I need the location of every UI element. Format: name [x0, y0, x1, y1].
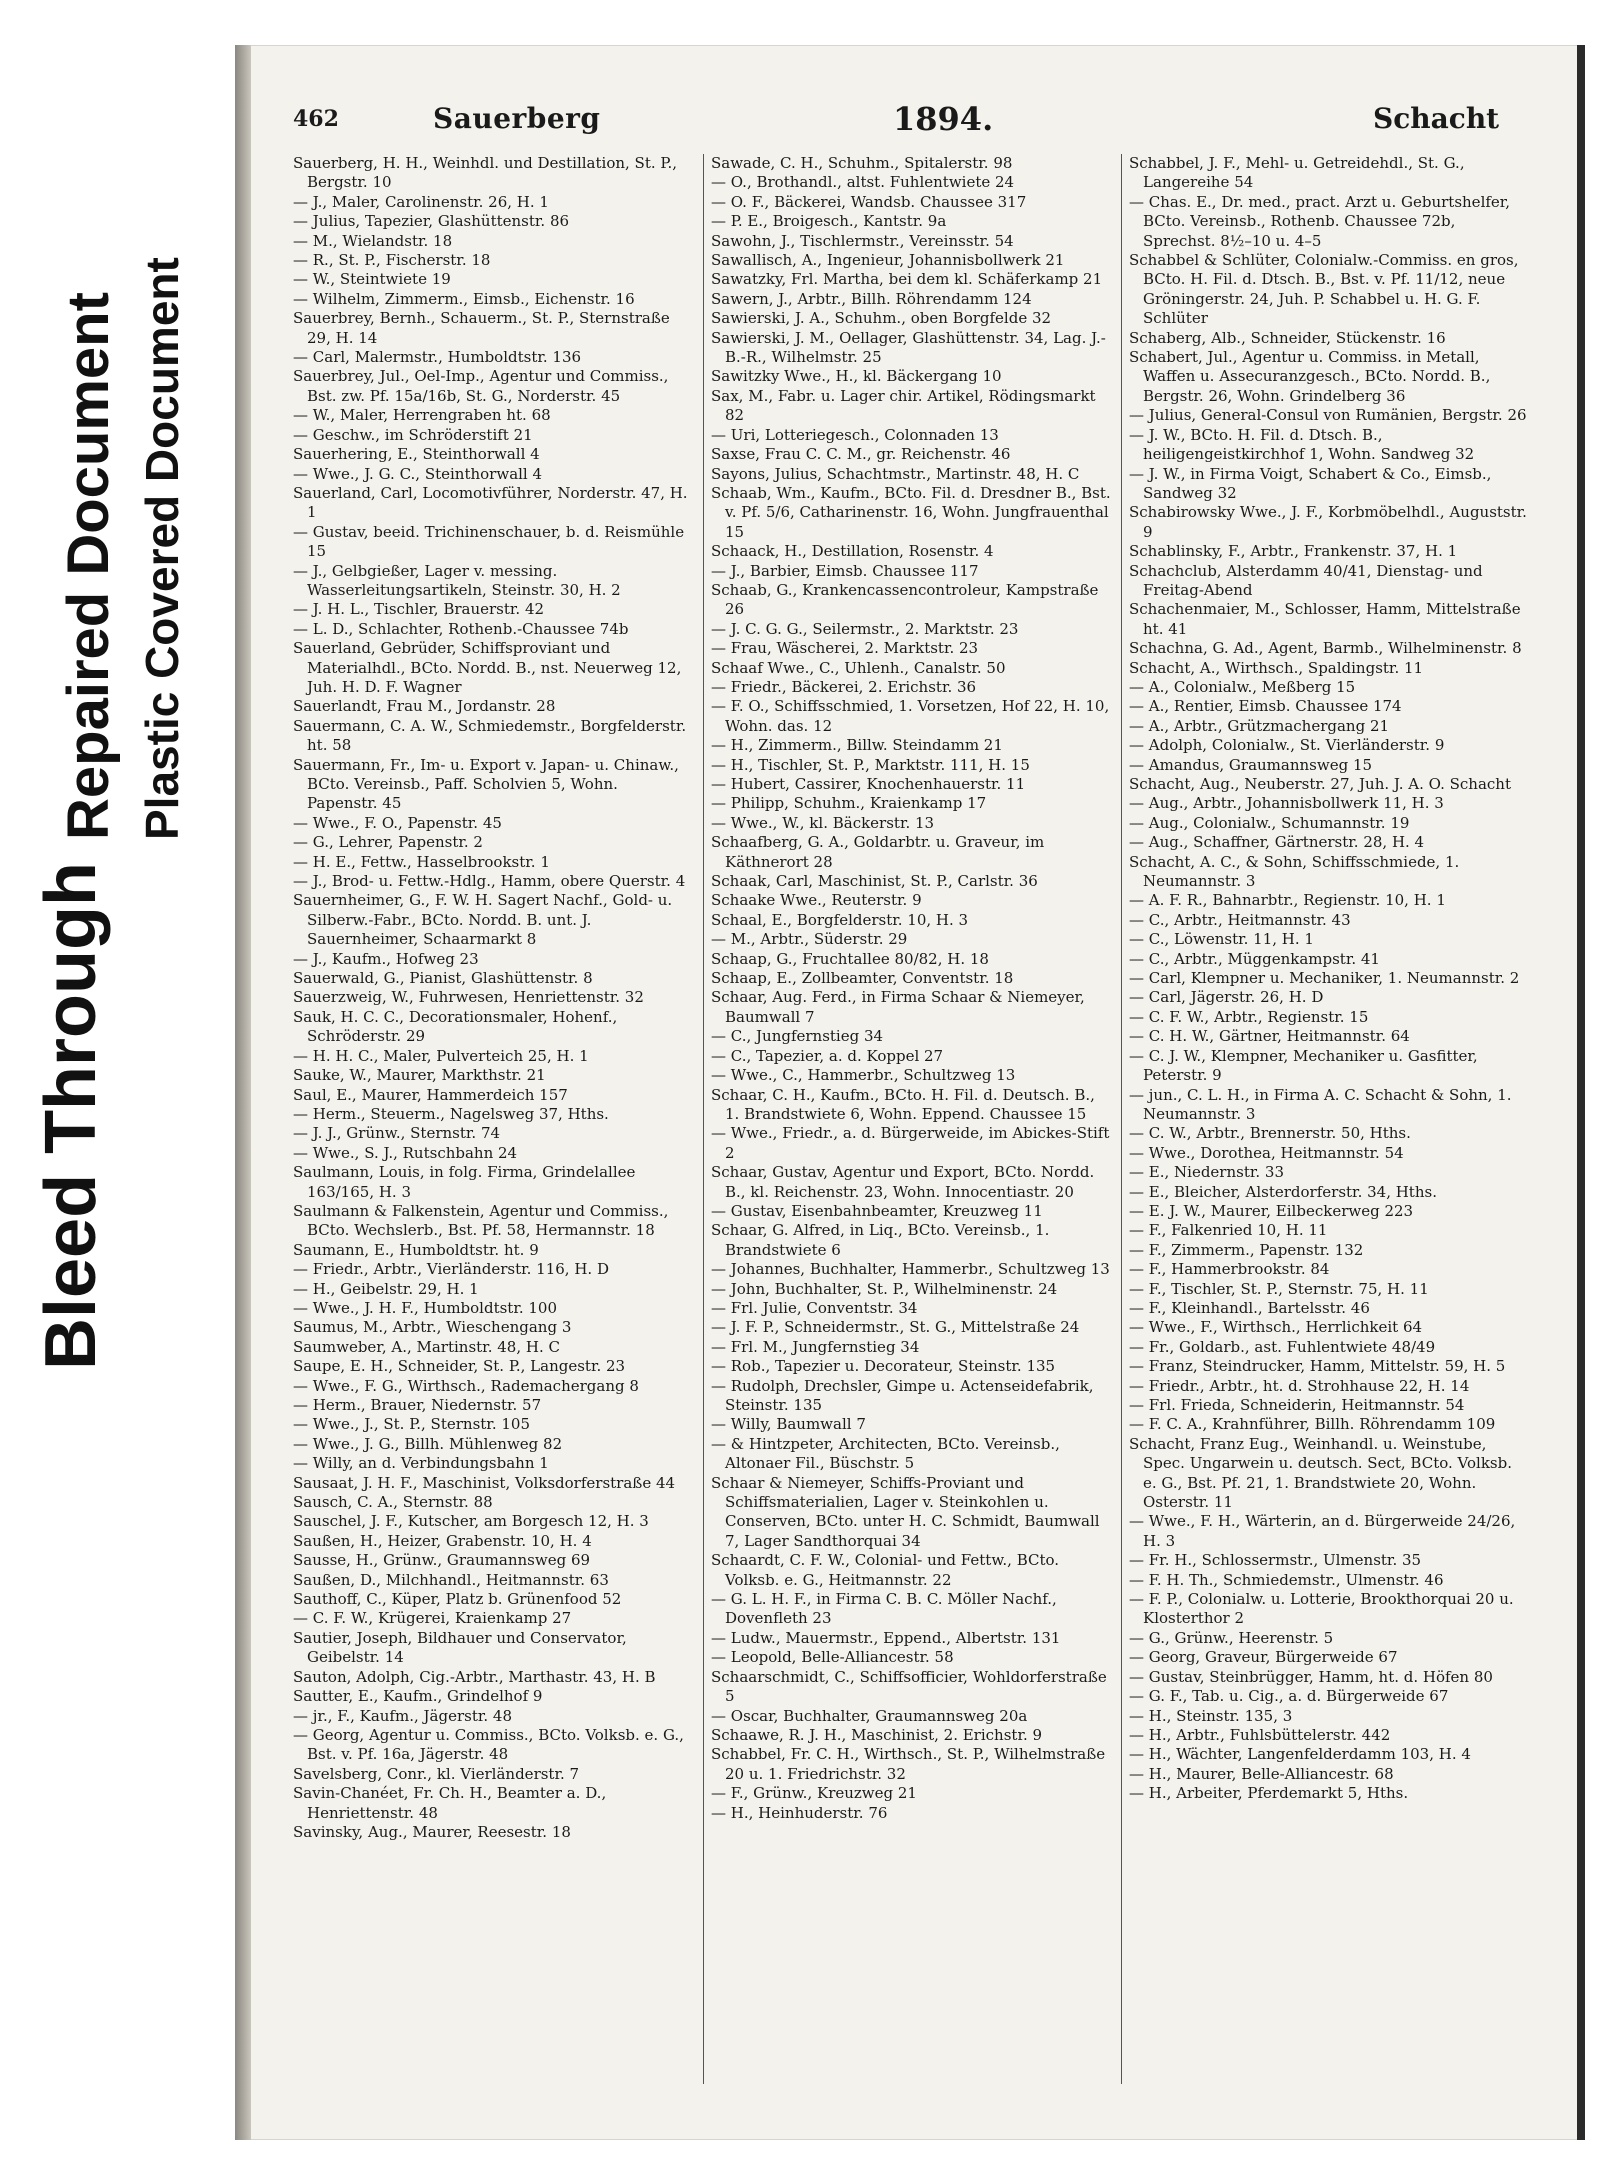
right-keyword: Schacht — [1373, 102, 1500, 135]
directory-entry: — Philipp, Schuhm., Kraienkamp 17 — [711, 794, 987, 813]
plastic-covered-label: Plastic Covered Document — [136, 257, 188, 840]
directory-entry: Sausse, H., Grünw., Graumannsweg 69 — [293, 1551, 591, 1570]
directory-entry: — A., Colonialw., Meßberg 15 — [1129, 677, 1356, 696]
directory-entry: Sawitzky Wwe., H., kl. Bäckergang 10 — [711, 367, 1002, 386]
directory-entry: — H., Geibelstr. 29, H. 1 — [293, 1279, 479, 1298]
directory-entry: Sawierski, J. M., Oellager, Glashüttenstr. 34, Lag. J.-B.-R., Wilhelmstr. 25 — [711, 328, 1106, 367]
directory-entry: — Fr., Goldarb., ast. Fuhlentwiete 48/49 — [1129, 1337, 1436, 1356]
directory-entry: — Carl, Jägerstr. 26, H. D — [1129, 988, 1324, 1007]
directory-entry: — J. H. L., Tischler, Brauerstr. 42 — [293, 600, 545, 619]
directory-entry: — & Hintzpeter, Architecten, BCto. Vereinsb., Altonaer Fil., Büschstr. 5 — [711, 1434, 1060, 1473]
directory-entry: Saußen, D., Milchhandl., Heitmannstr. 63 — [293, 1570, 609, 1589]
directory-entry: Schabbel & Schlüter, Colonialw.-Commiss. en gros, BCto. H. Fil. d. Dtsch. B., Bst. v. Pf. 11/12, neue Gröningerstr. 24, Juh. P. Schabbel u. H. G. F. Schlüter — [1129, 251, 1519, 328]
directory-entry: Saumann, E., Humboldtstr. ht. 9 — [293, 1240, 539, 1259]
page-header — [293, 100, 1528, 152]
directory-entry: — J., Barbier, Eimsb. Chaussee 117 — [711, 561, 979, 580]
directory-entry: — Carl, Klempner u. Mechaniker, 1. Neumannstr. 2 — [1129, 969, 1520, 988]
directory-entry: Schaake Wwe., Reuterstr. 9 — [711, 891, 922, 910]
directory-entry: — Willy, an d. Verbindungsbahn 1 — [293, 1454, 549, 1473]
directory-entry: — Friedr., Arbtr., Vierländerstr. 116, H. D — [293, 1260, 609, 1279]
directory-entry: Saumweber, A., Martinstr. 48, H. C — [293, 1337, 560, 1356]
scan-edge-left — [235, 45, 251, 2140]
directory-entry: — Wwe., F. G., Wirthsch., Rademachergang 8 — [293, 1376, 639, 1395]
directory-entry: — H., Arbeiter, Pferdemarkt 5, Hths. — [1129, 1784, 1409, 1803]
directory-entry: Sautter, E., Kaufm., Grindelhof 9 — [293, 1687, 543, 1706]
directory-entry: — Julius, Tapezier, Glashüttenstr. 86 — [293, 212, 570, 231]
directory-entry: Savin-Chanéet, Fr. Ch. H., Beamter a. D., Henriettenstr. 48 — [293, 1784, 607, 1822]
directory-entry: — G., Lehrer, Papenstr. 2 — [293, 833, 483, 852]
directory-entry: Schaafberg, G. A., Goldarbtr. u. Graveur, im Käthnerort 28 — [711, 833, 1045, 871]
directory-entry: — Rudolph, Drechsler, Gimpe u. Actenseidefabrik, Steinstr. 135 — [711, 1376, 1094, 1414]
directory-entry: — Wwe., J. G. C., Steinthorwall 4 — [293, 464, 543, 483]
directory-entry: — P. E., Broigesch., Kantstr. 9a — [711, 212, 947, 231]
directory-entry: Sauke, W., Maurer, Markthstr. 21 — [293, 1066, 546, 1085]
directory-entry: Schachenmaier, M., Schlosser, Hamm, Mittelstraße ht. 41 — [1129, 600, 1521, 638]
directory-entry: Sausch, C. A., Sternstr. 88 — [293, 1493, 493, 1512]
directory-entry: — F. C. A., Krahnführer, Billh. Röhrendamm 109 — [1129, 1415, 1496, 1434]
directory-entry: Schabirowsky Wwe., J. F., Korbmöbelhdl., Auguststr. 9 — [1129, 503, 1527, 541]
directory-entry: Schacht, A., Wirthsch., Spaldingstr. 11 — [1129, 658, 1424, 677]
directory-entry: — Gustav, Steinbrügger, Hamm, ht. d. Höfen 80 — [1129, 1667, 1493, 1686]
directory-entry: — G., Grünw., Heerenstr. 5 — [1129, 1628, 1334, 1647]
directory-entry: — E., Bleicher, Alsterdorferstr. 34, Hths. — [1129, 1182, 1437, 1201]
column-2 — [711, 154, 1111, 2084]
directory-entry: — Willy, Baumwall 7 — [711, 1415, 866, 1434]
directory-entry: — J., Brod- u. Fettw.-Hdlg., Hamm, obere Querstr. 4 — [293, 872, 686, 891]
directory-entry: Saxse, Frau C. C. M., gr. Reichenstr. 46 — [711, 445, 1011, 464]
directory-entry: — Wwe., F. H., Wärterin, an d. Bürgerweide 24/26, H. 3 — [1129, 1512, 1516, 1550]
directory-entry: Savelsberg, Conr., kl. Vierländerstr. 7 — [293, 1764, 580, 1783]
directory-entry: Saupe, E. H., Schneider, St. P., Langestr. 23 — [293, 1357, 626, 1376]
directory-entry: — F., Hammerbrookstr. 84 — [1129, 1260, 1330, 1279]
directory-entry: Saumus, M., Arbtr., Wieschengang 3 — [293, 1318, 572, 1337]
directory-entry: — Wwe., C., Hammerbr., Schultzweg 13 — [711, 1066, 1016, 1085]
directory-entry: Sawatzky, Frl. Martha, bei dem kl. Schäferkamp 21 — [711, 270, 1103, 289]
column-divider — [1121, 154, 1122, 2084]
directory-entry: Schaberg, Alb., Schneider, Stückenstr. 16 — [1129, 328, 1446, 347]
directory-entry: Schaack, H., Destillation, Rosenstr. 4 — [711, 542, 994, 561]
scanned-page — [235, 45, 1585, 2140]
bleed-through-label: Bleed Through — [31, 862, 111, 1370]
directory-entry: — Frau, Wäscherei, 2. Marktstr. 23 — [711, 639, 979, 658]
directory-entry: Sax, M., Fabr. u. Lager chir. Artikel, Rödingsmarkt 82 — [711, 386, 1096, 425]
directory-entry: — F. O., Schiffsschmied, 1. Vorsetzen, Hof 22, H. 10, Wohn. das. 12 — [711, 697, 1110, 735]
directory-entry: — J. W., in Firma Voigt, Schabert & Co., Eimsb., Sandweg 32 — [1129, 464, 1492, 502]
directory-entry: Sawierski, J. A., Schuhm., oben Borgfelde 32 — [711, 309, 1052, 328]
directory-entry: — Wwe., Dorothea, Heitmannstr. 54 — [1129, 1143, 1404, 1162]
scan-edge-right — [1577, 45, 1585, 2140]
directory-entry: — Wwe., J., St. P., Sternstr. 105 — [293, 1415, 530, 1434]
directory-entry: — F., Falkenried 10, H. 11 — [1129, 1221, 1328, 1240]
directory-entry: — J., Maler, Carolinenstr. 26, H. 1 — [293, 192, 549, 211]
year-heading: 1894. — [893, 100, 994, 138]
directory-entry: Schaak, Carl, Maschinist, St. P., Carlstr. 36 — [711, 872, 1038, 891]
directory-entry: Schachclub, Alsterdamm 40/41, Dienstag- und Freitag-Abend — [1129, 561, 1483, 599]
directory-entry: Sauermann, Fr., Im- u. Export v. Japan- u. Chinaw., BCto. Vereinsb., Paff. Scholvien 5, Wohn. Papenstr. 45 — [293, 755, 679, 813]
directory-entry: — O., Brothandl., altst. Fuhlentwiete 24 — [711, 173, 1015, 192]
directory-entry: Sauerzweig, W., Fuhrwesen, Henriettenstr. 32 — [293, 988, 644, 1007]
directory-entry: Schablinsky, F., Arbtr., Frankenstr. 37, H. 1 — [1129, 542, 1458, 561]
column-divider — [703, 154, 704, 2084]
directory-entry: — C., Tapezier, a. d. Koppel 27 — [711, 1046, 944, 1065]
directory-entry: — Uri, Lotteriegesch., Colonnaden 13 — [711, 425, 999, 444]
directory-entry: — John, Buchhalter, St. P., Wilhelminenstr. 24 — [711, 1279, 1058, 1298]
directory-entry: — Frl. Frieda, Schneiderin, Heitmannstr. 54 — [1129, 1396, 1465, 1414]
directory-entry: Schaawe, R. J. H., Maschinist, 2. Erichstr. 9 — [711, 1725, 1043, 1744]
directory-entry: — C., Arbtr., Müggenkampstr. 41 — [1129, 949, 1380, 968]
directory-entry: Sawern, J., Arbtr., Billh. Röhrendamm 124 — [711, 289, 1032, 308]
directory-entry: Sautier, Joseph, Bildhauer und Conservator, Geibelstr. 14 — [293, 1628, 627, 1667]
directory-entry: Schabert, Jul., Agentur u. Commiss. in Metall, Waffen u. Assecuranzgesch., BCto. Nordd. B., Bergstr. 26, Wohn. Grindelberg 36 — [1129, 348, 1491, 405]
directory-entry: Sauton, Adolph, Cig.-Arbtr., Marthastr. 43, H. B — [293, 1667, 656, 1686]
directory-entry: — Amandus, Graumannsweg 15 — [1129, 755, 1373, 774]
directory-entry: — L. D., Schlachter, Rothenb.-Chaussee 74b — [293, 619, 629, 638]
directory-entry: — W., Steintwiete 19 — [293, 270, 451, 289]
directory-entry: — Wilhelm, Zimmerm., Eimsb., Eichenstr. 16 — [293, 289, 635, 308]
directory-entry: Sauerland, Carl, Locomotivführer, Norderstr. 47, H. 1 — [293, 483, 688, 522]
directory-entry: Schaar, Gustav, Agentur und Export, BCto. Nordd. B., kl. Reichenstr. 23, Wohn. Innocentiastr. 20 — [711, 1163, 1095, 1201]
column-3 — [1129, 154, 1529, 2084]
directory-entry: — F., Kleinhandl., Bartelsstr. 46 — [1129, 1298, 1370, 1317]
directory-entry: — H., Wächter, Langenfelderdamm 103, H. 4 — [1129, 1745, 1471, 1764]
directory-entry: Schaap, E., Zollbeamter, Conventstr. 18 — [711, 969, 1014, 988]
directory-entry: — Wwe., F. O., Papenstr. 45 — [293, 813, 502, 832]
directory-entry: — C., Jungfernstieg 34 — [711, 1027, 884, 1046]
side-labels — [0, 0, 235, 2177]
directory-entry: Sauerwald, G., Pianist, Glashüttenstr. 8 — [293, 969, 593, 988]
directory-entry: — Wwe., J. G., Billh. Mühlenweg 82 — [293, 1434, 563, 1453]
directory-entry: — A., Arbtr., Grützmachergang 21 — [1129, 716, 1390, 735]
directory-entry: — E., Niedernstr. 33 — [1129, 1163, 1285, 1182]
directory-entry: — Carl, Malermstr., Humboldtstr. 136 — [293, 348, 582, 367]
directory-entry: Sauerlandt, Frau M., Jordanstr. 28 — [293, 697, 556, 716]
directory-entry: — A., Rentier, Eimsb. Chaussee 174 — [1129, 697, 1402, 716]
directory-entry: — J. C. G. G., Seilermstr., 2. Marktstr. 23 — [711, 619, 1019, 638]
directory-entry: — jun., C. L. H., in Firma A. C. Schacht & Sohn, 1. Neumannstr. 3 — [1129, 1085, 1512, 1123]
directory-entry: — Wwe., F., Wirthsch., Herrlichkeit 64 — [1129, 1318, 1423, 1337]
directory-entry: Sauermann, C. A. W., Schmiedemstr., Borgfelderstr. ht. 58 — [293, 716, 687, 755]
directory-entry: Sauernheimer, G., F. W. H. Sagert Nachf., Gold- u. Silberw.-Fabr., BCto. Nordd. B. unt. J. Sauernheimer, Schaarmarkt 8 — [293, 891, 673, 949]
directory-entry: Schaar, G. Alfred, in Liq., BCto. Vereinsb., 1. Brandstwiete 6 — [711, 1221, 1050, 1259]
directory-entry: — M., Wielandstr. 18 — [293, 231, 453, 250]
directory-entry: — Aug., Colonialw., Schumannstr. 19 — [1129, 813, 1410, 832]
directory-entry: Schacht, Aug., Neuberstr. 27, Juh. J. A. O. Schacht — [1129, 775, 1511, 793]
directory-entry: Schaardt, C. F. W., Colonial- und Fettw., BCto. Volksb. e. G., Heitmannstr. 22 — [711, 1551, 1060, 1589]
directory-entry: Sauk, H. C. C., Decorationsmaler, Hohenf., Schröderstr. 29 — [293, 1007, 618, 1046]
directory-entry: Sawallisch, A., Ingenieur, Johannisbollwerk 21 — [711, 251, 1065, 270]
directory-entry: Schaar & Niemeyer, Schiffs-Proviant und Schiffsmaterialien, Lager v. Steinkohlen u. Conserven, BCto. unter H. C. Schmidt, Baumwall 7, Lager Sandthorquai 34 — [711, 1473, 1100, 1550]
directory-entry: — M., Arbtr., Süderstr. 29 — [711, 930, 908, 949]
directory-entry: Saulmann & Falkenstein, Agentur und Commiss., BCto. Wechslerb., Bst. Pf. 58, Hermannstr. 18 — [293, 1201, 669, 1240]
directory-entry: — Fr. H., Schlossermstr., Ulmenstr. 35 — [1129, 1551, 1422, 1570]
directory-entry: — G. F., Tab. u. Cig., a. d. Bürgerweide 67 — [1129, 1687, 1449, 1706]
directory-entry: — C. F. W., Arbtr., Regienstr. 15 — [1129, 1007, 1369, 1026]
directory-entry: — F. H. Th., Schmiedemstr., Ulmenstr. 46 — [1129, 1570, 1444, 1589]
directory-entry: — Friedr., Bäckerei, 2. Erichstr. 36 — [711, 677, 977, 696]
directory-entry: — E. J. W., Maurer, Eilbeckerweg 223 — [1129, 1201, 1414, 1220]
directory-entry: — Julius, General-Consul von Rumänien, Bergstr. 26 — [1129, 406, 1527, 425]
directory-entry: — Leopold, Belle-Alliancestr. 58 — [711, 1648, 954, 1667]
directory-entry: — H. H. C., Maler, Pulverteich 25, H. 1 — [293, 1046, 589, 1065]
directory-entry: Sauschel, J. F., Kutscher, am Borgesch 12, H. 3 — [293, 1512, 649, 1531]
directory-entry: Saulmann, Louis, in folg. Firma, Grindelallee 163/165, H. 3 — [293, 1163, 636, 1201]
directory-entry: Sausaat, J. H. F., Maschinist, Volksdorferstraße 44 — [293, 1473, 676, 1492]
directory-entry: — C. J. W., Klempner, Mechaniker u. Gasfitter, Peterstr. 9 — [1129, 1046, 1478, 1085]
directory-entry: — J. J., Grünw., Sternstr. 74 — [293, 1124, 501, 1143]
directory-entry: — W., Maler, Herrengraben ht. 68 — [293, 406, 551, 425]
directory-entry: — H., Steinstr. 135, 3 — [1129, 1706, 1293, 1725]
directory-entry: — H., Arbtr., Fuhlsbüttelerstr. 442 — [1129, 1725, 1391, 1744]
directory-entry: — J., Kaufm., Hofweg 23 — [293, 949, 479, 968]
directory-entry: — Johannes, Buchhalter, Hammerbr., Schultzweg 13 — [711, 1260, 1110, 1279]
directory-entry: Schabbel, J. F., Mehl- u. Getreidehdl., St. G., Langereihe 54 — [1129, 154, 1465, 192]
page-number: 462 — [293, 106, 339, 132]
directory-entry: — Chas. E., Dr. med., pract. Arzt u. Geburtshelfer, BCto. Vereinsb., Rothenb. Chaussee 72b, Sprechst. 8½–10 u. 4–5 — [1129, 192, 1511, 250]
directory-entry: — C., Löwenstr. 11, H. 1 — [1129, 930, 1314, 949]
directory-entry: Schachna, G. Ad., Agent, Barmb., Wilhelminenstr. 8 — [1129, 639, 1522, 658]
directory-entry: Schabbel, Fr. C. H., Wirthsch., St. P., Wilhelmstraße 20 u. 1. Friedrichstr. 32 — [711, 1745, 1106, 1783]
directory-entry: — jr., F., Kaufm., Jägerstr. 48 — [293, 1706, 512, 1725]
directory-entry: Sauerbrey, Bernh., Schauerm., St. P., Sternstraße 29, H. 14 — [293, 309, 670, 347]
directory-entry: — Rob., Tapezier u. Decorateur, Steinstr. 135 — [711, 1357, 1056, 1376]
directory-entry: Schacht, A. C., & Sohn, Schiffsschmiede, 1. Neumannstr. 3 — [1129, 852, 1460, 891]
directory-entry: — F. P., Colonialw. u. Lotterie, Brookthorquai 20 u. Klosterthor 2 — [1129, 1590, 1514, 1628]
directory-entry: — Frl. M., Jungfernstieg 34 — [711, 1337, 920, 1356]
directory-entry: — Wwe., Friedr., a. d. Bürgerweide, im Abickes-Stift 2 — [711, 1124, 1110, 1162]
directory-entry: Sauerhering, E., Steinthorwall 4 — [293, 445, 540, 464]
directory-entry: Schaar, Aug. Ferd., in Firma Schaar & Niemeyer, Baumwall 7 — [711, 988, 1085, 1026]
directory-entry: — R., St. P., Fischerstr. 18 — [293, 251, 491, 270]
directory-entry: — G. L. H. F., in Firma C. B. C. Möller Nachf., Dovenfleth 23 — [711, 1590, 1057, 1628]
directory-entry: — C., Arbtr., Heitmannstr. 43 — [1129, 910, 1351, 929]
directory-entry: — Geschw., im Schröderstift 21 — [293, 425, 533, 444]
directory-entry: Saußen, H., Heizer, Grabenstr. 10, H. 4 — [293, 1531, 592, 1550]
directory-entry: — F., Zimmerm., Papenstr. 132 — [1129, 1240, 1364, 1259]
directory-entry: — H., Zimmerm., Billw. Steindamm 21 — [711, 736, 1003, 755]
directory-entry: — H., Maurer, Belle-Alliancestr. 68 — [1129, 1764, 1394, 1783]
directory-entry: Schaarschmidt, C., Schiffsofficier, Wohldorferstraße 5 — [711, 1667, 1107, 1706]
directory-entry: — O. F., Bäckerei, Wandsb. Chaussee 317 — [711, 192, 1027, 211]
directory-entry: Schaab, Wm., Kaufm., BCto. Fil. d. Dresdner B., Bst. v. Pf. 5/6, Catharinenstr. 16, Wohn. Jungfrauenthal 15 — [711, 483, 1111, 541]
directory-entry: Schaal, E., Borgfelderstr. 10, H. 3 — [711, 910, 969, 929]
directory-entry: Sauthoff, C., Küper, Platz b. Grünenfood 52 — [293, 1590, 622, 1609]
directory-entry: — C. H. W., Gärtner, Heitmannstr. 64 — [1129, 1027, 1410, 1046]
directory-entry: — Wwe., J. H. F., Humboldtstr. 100 — [293, 1298, 558, 1317]
directory-entry: Sauerland, Gebrüder, Schiffsproviant und Materialhdl., BCto. Nordd. B., nst. Neuerweg 12, Juh. H. D. F. Wagner — [293, 639, 682, 696]
directory-entry: — Hubert, Cassirer, Knochenhauerstr. 11 — [711, 775, 1026, 793]
directory-entry: — Friedr., Arbtr., ht. d. Strohhause 22, H. 14 — [1129, 1376, 1470, 1395]
directory-entry: — Adolph, Colonialw., St. Vierländerstr. 9 — [1129, 736, 1445, 755]
directory-entry: Sauerbrey, Jul., Oel-Imp., Agentur und Commiss., Bst. zw. Pf. 15a/16b, St. G., Norderstr. 45 — [293, 367, 669, 405]
directory-entry: Saul, E., Maurer, Hammerdeich 157 — [293, 1085, 568, 1104]
directory-entry: — J. F. P., Schneidermstr., St. G., Mittelstraße 24 — [711, 1318, 1080, 1337]
directory-entry: — Frl. Julie, Conventstr. 34 — [711, 1298, 918, 1317]
directory-entry: — H., Tischler, St. P., Marktstr. 111, H. 15 — [711, 755, 1030, 774]
directory-entry: — Georg, Graveur, Bürgerweide 67 — [1129, 1648, 1398, 1667]
directory-entry: Savinsky, Aug., Maurer, Reesestr. 18 — [293, 1822, 571, 1841]
directory-entry: — Wwe., S. J., Rutschbahn 24 — [293, 1143, 518, 1162]
directory-entry: — C. W., Arbtr., Brennerstr. 50, Hths. — [1129, 1124, 1411, 1143]
directory-entry: — Wwe., W., kl. Bäckerstr. 13 — [711, 813, 935, 832]
directory-entry: Sawade, C. H., Schuhm., Spitalerstr. 98 — [711, 154, 1013, 172]
directory-entry: — H., Heinhuderstr. 76 — [711, 1803, 888, 1822]
column-1 — [293, 154, 693, 2084]
directory-entry: Sauerberg, H. H., Weinhdl. und Destillation, St. P., Bergstr. 10 — [293, 154, 677, 192]
directory-page — [293, 100, 1528, 2090]
directory-entry: — Oscar, Buchhalter, Graumannsweg 20a — [711, 1706, 1028, 1725]
directory-entry: — C. F. W., Krügerei, Kraienkamp 27 — [293, 1609, 572, 1628]
directory-entry: — Ludw., Mauermstr., Eppend., Albertstr. 131 — [711, 1628, 1061, 1647]
directory-entry: — Herm., Brauer, Niedernstr. 57 — [293, 1396, 542, 1414]
directory-entry: Sayons, Julius, Schachtmstr., Martinstr. 48, H. C — [711, 464, 1080, 483]
directory-entry: Schacht, Franz Eug., Weinhandl. u. Weinstube, Spec. Ungarwein u. deutsch. Sect, BCto. Volksb. e. G., Bst. Pf. 21, 1. Brandstwiete 20, Wohn. Osterstr. 11 — [1129, 1434, 1512, 1512]
directory-entry: — Aug., Arbtr., Johannisbollwerk 11, H. 3 — [1129, 794, 1444, 813]
left-keyword: Sauerberg — [433, 102, 601, 135]
directory-entry: Schaab, G., Krankencassencontroleur, Kampstraße 26 — [711, 580, 1099, 619]
directory-entry: — J., Gelbgießer, Lager v. messing. Wasserleitungsartikeln, Steinstr. 30, H. 2 — [293, 561, 621, 599]
directory-entry: Schaap, G., Fruchtallee 80/82, H. 18 — [711, 949, 989, 968]
directory-entry: — A. F. R., Bahnarbtr., Regienstr. 10, H. 1 — [1129, 891, 1446, 910]
directory-entry: — Herm., Steuerm., Nagelsweg 37, Hths. — [293, 1104, 609, 1123]
directory-entry: — F., Tischler, St. P., Sternstr. 75, H. 11 — [1129, 1279, 1429, 1298]
directory-entry: — Aug., Schaffner, Gärtnerstr. 28, H. 4 — [1129, 833, 1425, 852]
directory-entry: — Gustav, Eisenbahnbeamter, Kreuzweg 11 — [711, 1201, 1043, 1220]
directory-entry: Schaar, C. H., Kaufm., BCto. H. Fil. d. Deutsch. B., 1. Brandstwiete 6, Wohn. Eppend. Chaussee 15 — [711, 1085, 1095, 1123]
directory-columns — [293, 154, 1528, 2084]
directory-entry: Schaaf Wwe., C., Uhlenh., Canalstr. 50 — [711, 658, 1006, 677]
directory-entry: Sawohn, J., Tischlermstr., Vereinsstr. 54 — [711, 231, 1014, 250]
repaired-document-label: Repaired Document — [56, 292, 121, 840]
directory-entry: — F., Grünw., Kreuzweg 21 — [711, 1784, 917, 1803]
directory-entry: — Georg, Agentur u. Commiss., BCto. Volksb. e. G., Bst. v. Pf. 16a, Jägerstr. 48 — [293, 1725, 684, 1764]
directory-entry: — H. E., Fettw., Hasselbrookstr. 1 — [293, 852, 550, 871]
directory-entry: — J. W., BCto. H. Fil. d. Dtsch. B., heiligengeistkirchhof 1, Wohn. Sandweg 32 — [1129, 425, 1475, 464]
directory-entry: — Franz, Steindrucker, Hamm, Mittelstr. 59, H. 5 — [1129, 1357, 1506, 1376]
directory-entry: — Gustav, beeid. Trichinenschauer, b. d. Reismühle 15 — [293, 522, 685, 561]
